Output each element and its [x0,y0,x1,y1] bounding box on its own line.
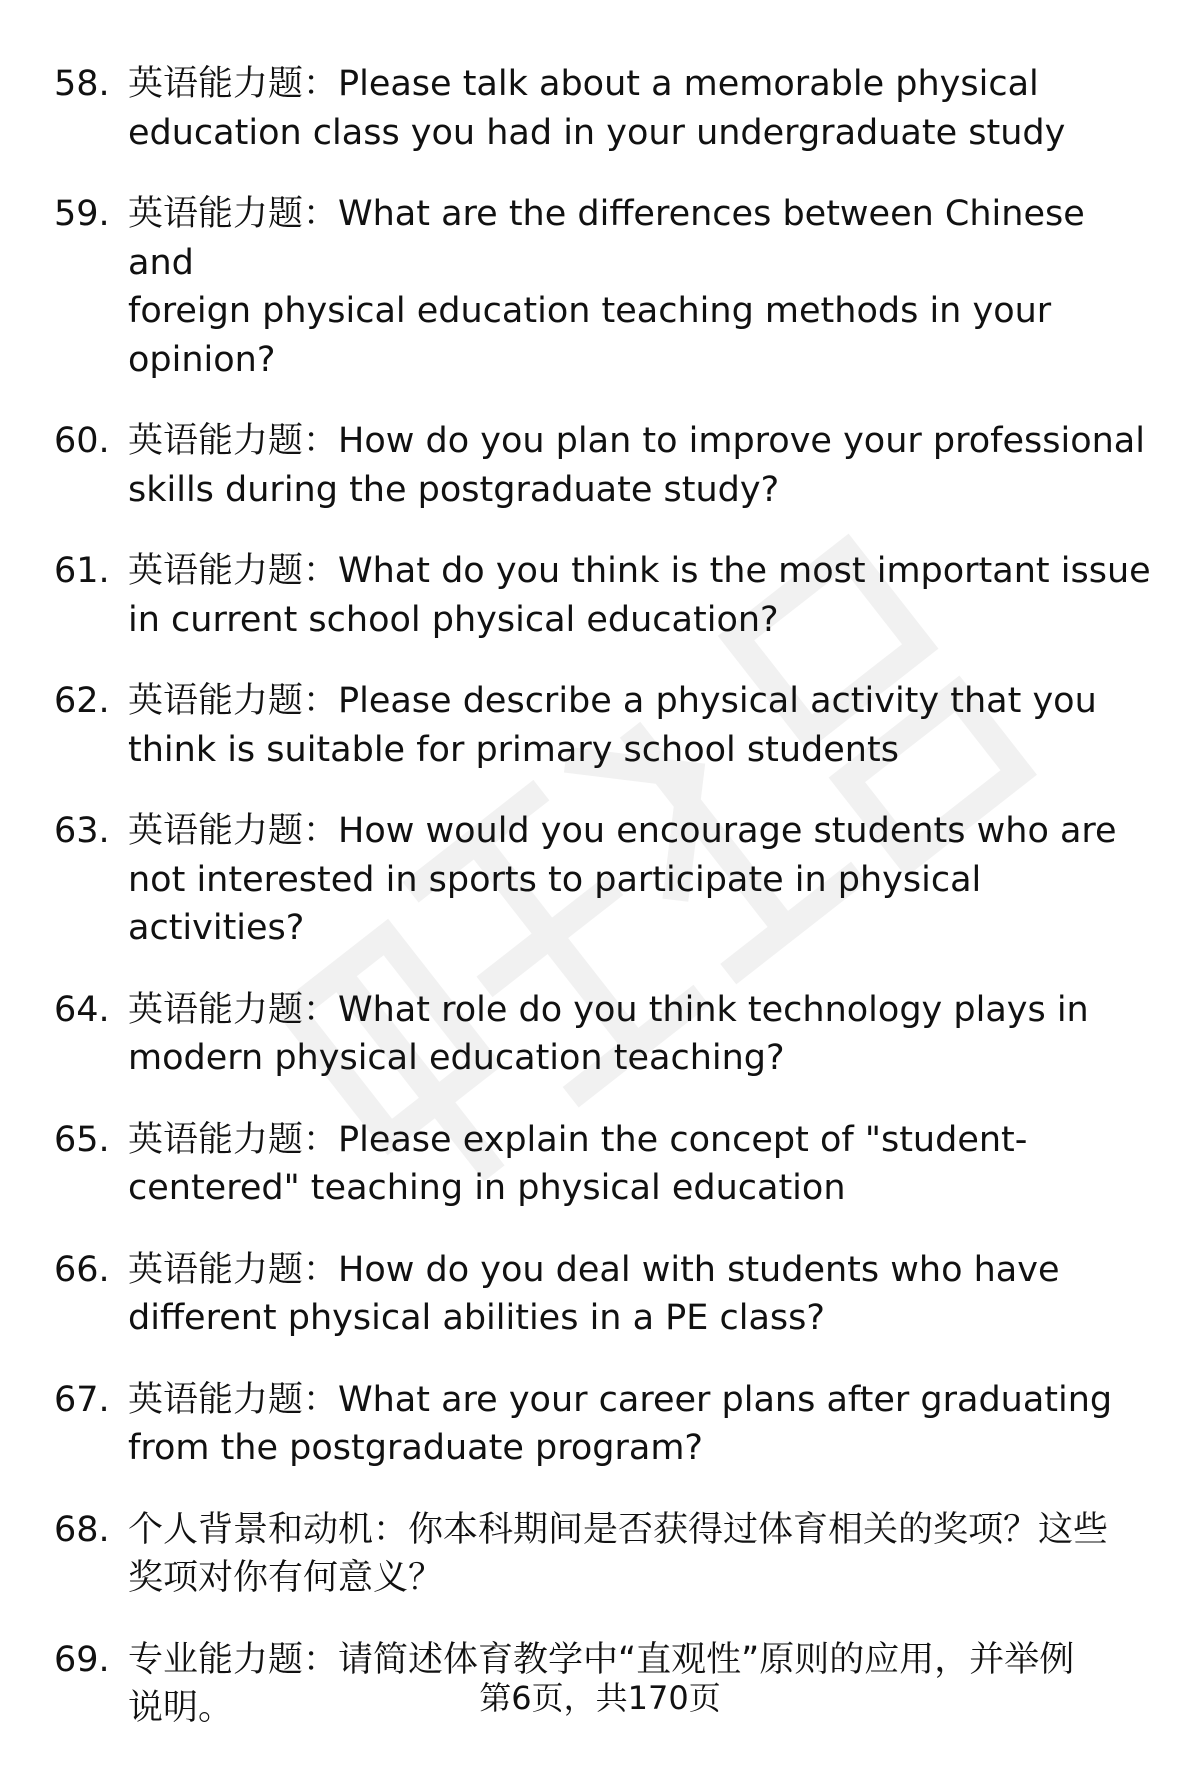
list-item [0,986,1200,1083]
question-text: 专业能力题：请简述体育教学中“直观性”原则的应用，并举例 说明。 [128,1639,1075,1728]
list-item [0,1246,1200,1343]
list-item [0,547,1200,644]
question-text: 个人背景和动机：你本科期间是否获得过体育相关的奖项？这些 奖项对你有何意义？ [128,1509,1109,1598]
question-text: 英语能力题：What do you think is the most important issue in current school physical education? [128,551,1151,640]
question-number: 64. [54,989,110,1030]
question-number: 65. [54,1119,110,1160]
list-item [0,677,1200,774]
question-number: 67. [54,1379,110,1420]
question-text: 英语能力题：What are your career plans after graduating from the postgraduate program? [128,1379,1113,1468]
question-text: 英语能力题：How do you deal with students who have different physical abilities in a PE class? [128,1249,1060,1338]
list-item [0,1116,1200,1213]
page-footer: 第6页，共170页 [479,1679,721,1717]
question-number: 61. [54,551,110,591]
list-item [0,60,1200,157]
question-number: 69. [54,1639,110,1680]
list-item [0,1506,1200,1603]
question-number: 58. [54,64,110,104]
question-text: 英语能力题：What are the differences between Chinese and foreign physical education teaching methods in your opinion? [128,194,1085,380]
question-text: 英语能力题：What role do you think technology plays in modern physical education teaching? [128,989,1089,1078]
list-item [0,190,1200,384]
question-number: 66. [54,1249,110,1290]
question-text: 英语能力题：Please describe a physical activity that you think is suitable for primary school students [128,681,1097,770]
question-text: 英语能力题：Please talk about a memorable physical education class you had in your undergraduate study [128,64,1066,153]
question-number: 63. [54,811,110,851]
question-number: 59. [54,194,110,234]
question-text: 英语能力题：How would you encourage students who are not interested in sports to participate in physical activities? [128,811,1117,948]
question-text: 英语能力题：Please explain the concept of "student- centered" teaching in physical education [128,1119,1028,1208]
question-number: 62. [54,681,110,721]
list-item [0,1376,1200,1473]
list-item [0,417,1200,514]
question-text: 英语能力题：How do you plan to improve your professional skills during the postgraduate study? [128,421,1145,510]
list-item [0,807,1200,953]
question-number: 68. [54,1509,110,1550]
question-list [0,60,1200,1766]
question-number: 60. [54,421,110,461]
